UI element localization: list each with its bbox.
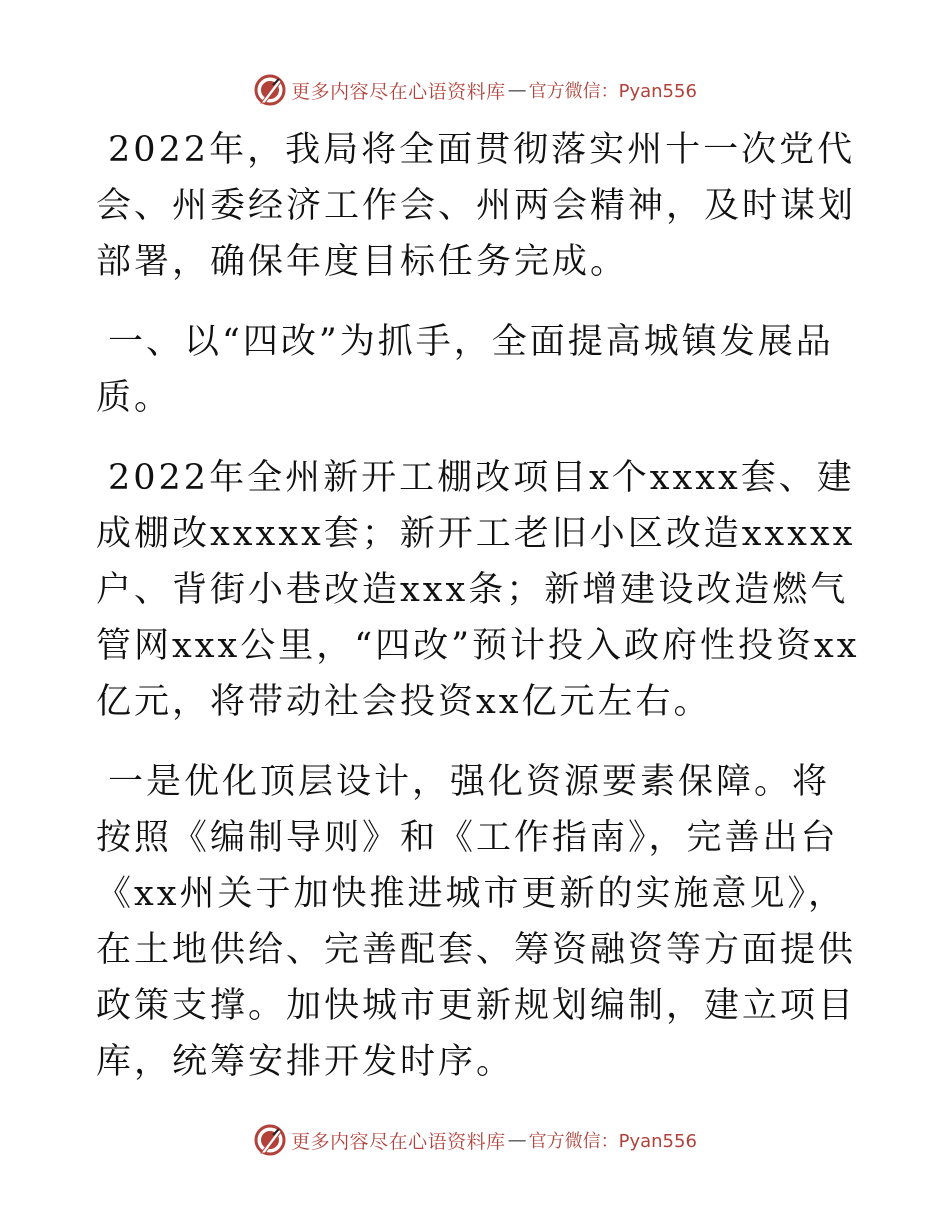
header-banner: [0, 70, 950, 110]
section-heading: 一、以“四改”为抓手，全面提高城镇发展品质。: [96, 322, 834, 418]
feather-quill-logo-icon: [253, 73, 287, 107]
banner-title: 更多内容尽在心语资料库: [291, 80, 506, 103]
banner-title: 更多内容尽在心语资料库: [291, 1130, 506, 1153]
feather-quill-logo-icon: [253, 1123, 287, 1157]
banner-separator: —: [507, 1129, 527, 1151]
banner-contact: 官方微信：Pyan556: [528, 81, 697, 102]
paragraph-measure-one: 一是优化顶层设计，强化资源要素保障。将按照《编制导则》和《工作指南》，完善出台《xx州关于加快推进城市更新的实施意见》，在土地供给、完善配套、筹资融资等方面提供政策支撑。加快城市更新规划编制，建立项目库，统筹安排开发时序。: [96, 762, 857, 1082]
footer-banner: [0, 1120, 950, 1160]
document-body: [96, 122, 866, 1114]
paragraph-targets: 2022年全州新开工棚改项目x个xxxx套、建成棚改xxxxx套；新开工老旧小区改造xxxxx户、背街小巷改造xxx条；新增建设改造燃气管网xxx公里，“四改”预计投入政府性投资xx亿元，将带动社会投资xx亿元左右。: [96, 458, 860, 722]
paragraph-intro: 2022年，我局将全面贯彻落实州十一次党代会、州委经济工作会、州两会精神，及时谋划部署，确保年度目标任务完成。: [96, 130, 857, 282]
banner-separator: —: [507, 79, 527, 101]
banner-contact: 官方微信：Pyan556: [528, 1131, 697, 1152]
